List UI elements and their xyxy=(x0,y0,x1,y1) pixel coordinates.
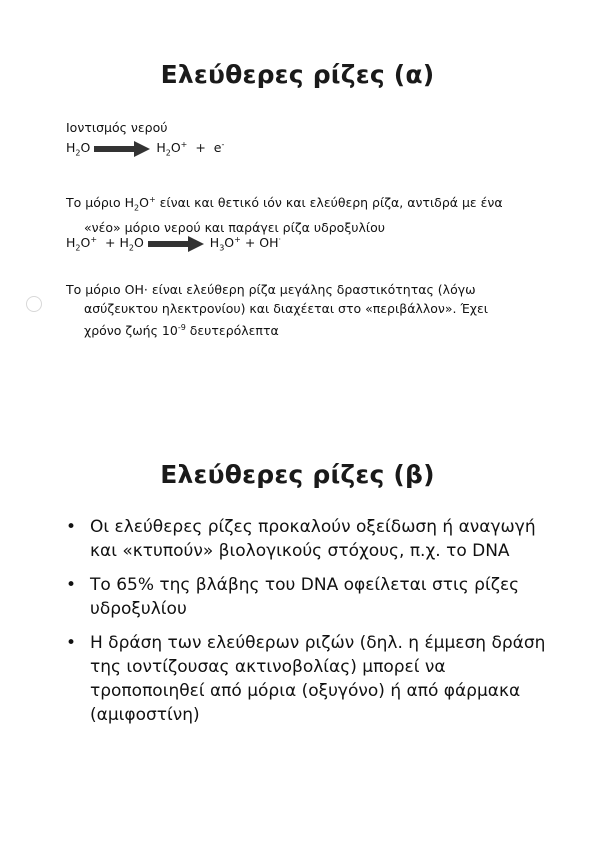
eq1-r1-sup: + xyxy=(180,140,188,149)
eq2-c: H xyxy=(209,235,220,251)
eq1-left-o: O xyxy=(80,140,91,156)
paragraph-oh-line3 xyxy=(66,318,566,340)
eq2-a: H xyxy=(66,235,76,251)
eq2-b-o: O xyxy=(133,235,144,251)
p1-text-a: Το μόριο H xyxy=(66,195,135,211)
paragraph-oh-line1: Το μόριο OH· είναι ελεύθερη ρίζα μεγάλης δραστικότητας (λόγω xyxy=(66,282,476,297)
p1-text-b: είναι και θετικό ιόν και ελεύθερη ρίζα, αντιδρά με ένα xyxy=(155,195,503,211)
bullet-item xyxy=(66,631,556,727)
bullet-dot-icon: • xyxy=(66,575,77,595)
eq1-r1-sub: 2 xyxy=(165,148,171,158)
eq2-c-o: O xyxy=(224,235,235,251)
eq2-c-sub: 3 xyxy=(219,243,225,253)
reaction-arrow-icon xyxy=(94,141,150,157)
eq1-electron: e xyxy=(213,140,222,156)
p1-sub: 2 xyxy=(134,203,140,213)
equation-ionization xyxy=(66,140,224,158)
eq2-plus2: + xyxy=(244,235,256,251)
eq1-r1-h: H xyxy=(156,140,166,156)
slide-b-title: Ελεύθερες ρίζες (β) xyxy=(160,460,435,489)
eq2-d: OH xyxy=(259,235,279,251)
bullet-text: Οι ελεύθερες ρίζες προκαλούν οξείδωση ή αναγωγή και «κτυπούν» βιολογικούς στόχους, π.χ. το DNA xyxy=(90,517,536,561)
eq2-d-sup: · xyxy=(278,235,282,244)
paragraph-oh-radical xyxy=(66,280,566,340)
bullet-item xyxy=(66,573,556,621)
punch-hole-mark xyxy=(26,296,42,312)
paragraph-h2o-plus xyxy=(66,190,566,237)
p1-mid: O xyxy=(139,195,149,211)
paragraph-h2o-plus-line2: «νέο» μόριο νερού και παράγει ρίζα υδροξυλίου xyxy=(84,219,386,235)
eq2-a-sup: + xyxy=(90,235,98,244)
paragraph-oh-line2: ασύζευκτου ηλεκτρονίου) και διαχέεται στο «περιβάλλον». Έχει xyxy=(84,301,488,316)
eq2-c-sup: + xyxy=(234,235,241,244)
bullet-item xyxy=(66,515,556,563)
p2-sup: -9 xyxy=(177,323,186,332)
eq2-b-sub: 2 xyxy=(128,243,134,253)
eq1-left-h: H xyxy=(66,140,76,156)
p2-text-b: δευτερόλεπτα xyxy=(185,323,279,339)
slide-a xyxy=(0,0,595,400)
bullet-list xyxy=(66,515,556,737)
reaction-arrow-icon xyxy=(148,236,204,252)
eq2-a-o: O xyxy=(80,235,91,251)
eq2-a-sub: 2 xyxy=(75,243,81,253)
ionization-label: Ιοντισμός νερού xyxy=(66,120,168,135)
eq2-b: H xyxy=(119,235,129,251)
bullet-text: Το 65% της βλάβης του DNA οφείλεται στις ρίζες υδροξυλίου xyxy=(90,575,520,619)
eq1-r1-o: O xyxy=(170,140,181,156)
equation-hydroxyl xyxy=(66,235,281,253)
eq1-electron-sup: - xyxy=(221,140,225,149)
slide-b xyxy=(0,420,595,842)
slide-a-title: Ελεύθερες ρίζες (α) xyxy=(160,60,435,89)
eq2-plus: + xyxy=(105,235,116,251)
bullet-dot-icon: • xyxy=(66,633,77,653)
p1-sup: + xyxy=(148,195,156,204)
bullet-dot-icon: • xyxy=(66,517,77,537)
eq1-left-sub: 2 xyxy=(75,148,81,158)
bullet-text: Η δράση των ελεύθερων ριζών (δηλ. η έμμεση δράση της ιοντίζουσας ακτινοβολίας) μπορεί να τροποποιηθεί από μόρια (οξυγόνο) ή από φάρμακα (αμιφοστίνη) xyxy=(90,633,546,725)
eq1-plus: + xyxy=(195,140,206,156)
paragraph-h2o-plus-line1 xyxy=(66,190,566,218)
p2-text-a: χρόνο ζωής 10 xyxy=(84,323,178,339)
